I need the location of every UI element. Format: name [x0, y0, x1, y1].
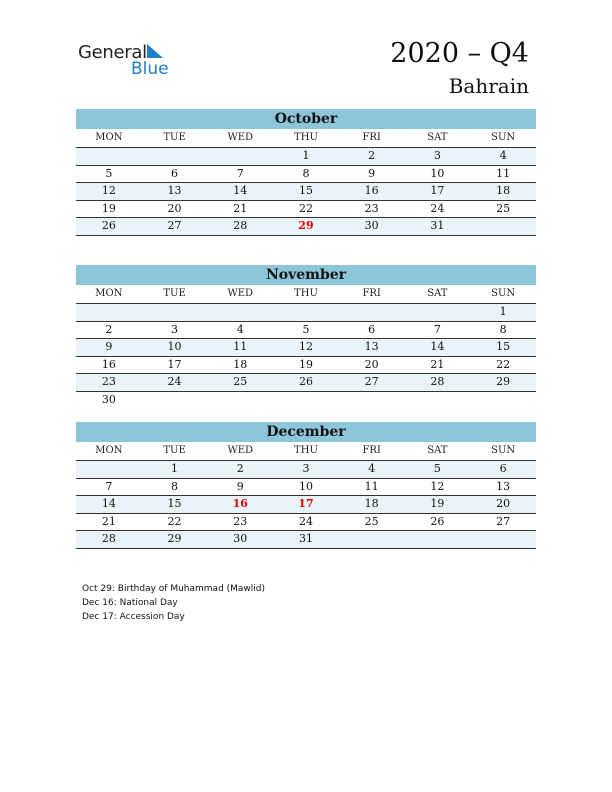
- day-cell: 30: [101, 392, 116, 406]
- week-row: [76, 165, 536, 183]
- week-row: [76, 513, 536, 531]
- day-cell: [273, 391, 339, 408]
- day-cell: 4: [470, 148, 536, 166]
- day-cell: 5: [405, 461, 471, 479]
- day-cell: 10: [273, 478, 339, 496]
- week-row: [76, 339, 536, 357]
- week-row: [76, 200, 536, 218]
- weekday-label: SUN: [470, 285, 536, 304]
- month-grid: [76, 442, 536, 549]
- day-cell: 7: [207, 165, 273, 183]
- day-cell: 8: [273, 165, 339, 183]
- day-cell: [405, 531, 471, 549]
- day-cell: 16: [339, 183, 405, 201]
- weekday-label: MON: [76, 129, 142, 148]
- day-cell: 3: [273, 461, 339, 479]
- day-cell: 3: [142, 321, 208, 339]
- day-cell: 2: [339, 148, 405, 166]
- day-cell: [142, 304, 208, 322]
- day-cell: 27: [339, 374, 405, 392]
- day-cell: 9: [339, 165, 405, 183]
- day-cell: [142, 391, 208, 408]
- day-cell: 22: [273, 200, 339, 218]
- day-cell: 22: [142, 513, 208, 531]
- day-cell: [76, 304, 142, 322]
- day-cell: 29: [470, 374, 536, 392]
- day-cell: [76, 148, 142, 166]
- day-cell: [470, 218, 536, 236]
- day-cell: 24: [142, 374, 208, 392]
- day-cell: 27: [142, 218, 208, 236]
- day-cell: 28: [405, 374, 471, 392]
- day-cell: 22: [470, 356, 536, 374]
- weekday-label: SAT: [405, 285, 471, 304]
- day-cell: 17: [405, 183, 471, 201]
- day-cell: 30: [207, 531, 273, 549]
- day-cell: 4: [207, 321, 273, 339]
- day-cell: 15: [142, 496, 208, 514]
- day-cell: 4: [339, 461, 405, 479]
- week-row: [76, 531, 536, 549]
- day-cell: [405, 391, 471, 408]
- month-calendar: [76, 265, 536, 408]
- day-cell: 20: [142, 200, 208, 218]
- day-cell: 7: [405, 321, 471, 339]
- holiday-notes: [82, 582, 265, 624]
- day-cell: 23: [76, 374, 142, 392]
- weekday-label: FRI: [339, 285, 405, 304]
- logo-triangle-icon: [147, 44, 163, 58]
- weekday-label: WED: [207, 129, 273, 148]
- day-cell: 25: [207, 374, 273, 392]
- day-cell: 23: [207, 513, 273, 531]
- day-cell: 16: [76, 356, 142, 374]
- day-cell: 26: [273, 374, 339, 392]
- day-cell: 31: [273, 531, 339, 549]
- day-cell: [470, 531, 536, 549]
- day-cell: [470, 391, 536, 408]
- day-cell: 31: [405, 218, 471, 236]
- generalblue-logo: [78, 40, 188, 80]
- month-grid: [76, 285, 536, 408]
- day-cell: 21: [405, 356, 471, 374]
- week-row: [76, 391, 536, 408]
- day-cell: 1: [470, 304, 536, 322]
- month-header: October: [76, 109, 536, 129]
- week-row: [76, 374, 536, 392]
- day-cell: [76, 461, 142, 479]
- week-row: [76, 478, 536, 496]
- day-cell: 17: [273, 496, 339, 514]
- month-grid: [76, 129, 536, 236]
- day-cell: 19: [273, 356, 339, 374]
- day-cell: [339, 531, 405, 549]
- day-cell: 25: [470, 200, 536, 218]
- month-calendar: [76, 422, 536, 549]
- day-cell: 18: [470, 183, 536, 201]
- logo-word-general: General: [78, 42, 147, 63]
- country-name: Bahrain: [448, 74, 529, 98]
- day-cell: 11: [470, 165, 536, 183]
- day-cell: 25: [339, 513, 405, 531]
- weekday-label: MON: [76, 285, 142, 304]
- day-cell: 18: [207, 356, 273, 374]
- day-cell: 17: [142, 356, 208, 374]
- day-cell: 15: [470, 339, 536, 357]
- weekday-label: THU: [273, 129, 339, 148]
- day-cell: 21: [207, 200, 273, 218]
- day-cell: 13: [470, 478, 536, 496]
- day-cell: [273, 304, 339, 322]
- weekday-label: FRI: [339, 442, 405, 461]
- day-cell: 3: [405, 148, 471, 166]
- day-cell: 9: [207, 478, 273, 496]
- page-title: 2020 – Q4: [390, 38, 529, 69]
- day-cell: 12: [405, 478, 471, 496]
- day-cell: 23: [339, 200, 405, 218]
- day-cell: 14: [76, 496, 142, 514]
- weekday-label: TUE: [142, 129, 208, 148]
- day-cell: 12: [76, 183, 142, 201]
- day-cell: 20: [339, 356, 405, 374]
- day-cell: 21: [76, 513, 142, 531]
- day-cell: 12: [273, 339, 339, 357]
- day-cell: 15: [273, 183, 339, 201]
- weekday-label: TUE: [142, 442, 208, 461]
- weekday-label: WED: [207, 285, 273, 304]
- day-cell: [207, 148, 273, 166]
- weekday-label: MON: [76, 442, 142, 461]
- weekday-label: SAT: [405, 442, 471, 461]
- day-cell: 2: [207, 461, 273, 479]
- day-cell: 19: [76, 200, 142, 218]
- day-cell: 11: [207, 339, 273, 357]
- day-cell: 6: [339, 321, 405, 339]
- day-cell: 1: [142, 461, 208, 479]
- week-row: [76, 183, 536, 201]
- day-cell: 5: [76, 165, 142, 183]
- day-cell: 13: [142, 183, 208, 201]
- week-row: [76, 148, 536, 166]
- day-cell: 11: [339, 478, 405, 496]
- day-cell: 29: [273, 218, 339, 236]
- day-cell: 28: [207, 218, 273, 236]
- weekday-label: FRI: [339, 129, 405, 148]
- day-cell: 7: [76, 478, 142, 496]
- day-cell: 20: [470, 496, 536, 514]
- day-cell: 8: [470, 321, 536, 339]
- month-calendar: [76, 109, 536, 236]
- day-cell: 1: [273, 148, 339, 166]
- weekday-label: SUN: [470, 442, 536, 461]
- day-cell: [207, 304, 273, 322]
- day-cell: 6: [142, 165, 208, 183]
- month-header: December: [76, 422, 536, 442]
- day-cell: 26: [405, 513, 471, 531]
- day-cell: 8: [142, 478, 208, 496]
- week-row: [76, 304, 536, 322]
- day-cell: 28: [76, 531, 142, 549]
- weekday-label: TUE: [142, 285, 208, 304]
- day-cell: 10: [142, 339, 208, 357]
- day-cell: 2: [76, 321, 142, 339]
- day-cell: 18: [339, 496, 405, 514]
- day-cell: 14: [207, 183, 273, 201]
- day-cell: [142, 148, 208, 166]
- week-row: [76, 321, 536, 339]
- day-cell: 26: [76, 218, 142, 236]
- week-row: [76, 218, 536, 236]
- day-cell: 30: [339, 218, 405, 236]
- day-cell: 16: [207, 496, 273, 514]
- month-header: November: [76, 265, 536, 285]
- holiday-note: Dec 16: National Day: [82, 598, 178, 608]
- week-row: [76, 461, 536, 479]
- day-cell: 14: [405, 339, 471, 357]
- day-cell: 6: [470, 461, 536, 479]
- day-cell: 27: [470, 513, 536, 531]
- day-cell: [207, 391, 273, 408]
- day-cell: 19: [405, 496, 471, 514]
- day-cell: 5: [273, 321, 339, 339]
- holiday-note: Oct 29: Birthday of Muhammad (Mawlid): [82, 584, 266, 594]
- week-row: [76, 356, 536, 374]
- day-cell: 13: [339, 339, 405, 357]
- logo-word-blue: Blue: [131, 59, 169, 79]
- day-cell: [339, 304, 405, 322]
- day-cell: 24: [273, 513, 339, 531]
- day-cell: 24: [405, 200, 471, 218]
- day-cell: 10: [405, 165, 471, 183]
- day-cell: 29: [142, 531, 208, 549]
- day-cell: [405, 304, 471, 322]
- weekday-label: SAT: [405, 129, 471, 148]
- holiday-note: Dec 17: Accession Day: [82, 612, 185, 622]
- weekday-label: SUN: [470, 129, 536, 148]
- day-cell: 9: [76, 339, 142, 357]
- weekday-label: THU: [273, 285, 339, 304]
- weekday-label: THU: [273, 442, 339, 461]
- weekday-label: WED: [207, 442, 273, 461]
- week-row: [76, 496, 536, 514]
- day-cell: [339, 391, 405, 408]
